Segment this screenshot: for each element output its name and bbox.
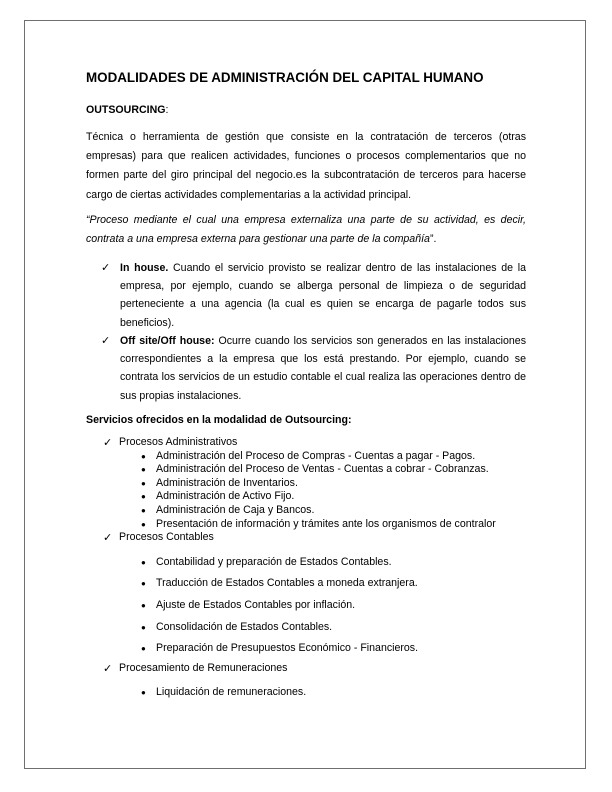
service-items	[119, 682, 526, 704]
service-item-text: Liquidación de remuneraciones.	[156, 686, 307, 699]
service-item-text: Administración de Caja y Bancos.	[156, 503, 315, 516]
service-item-text: Ajuste de Estados Contables por inflación.	[156, 598, 356, 611]
modality-item	[101, 332, 526, 405]
quote-tail: ”.	[429, 232, 437, 245]
service-item	[141, 552, 526, 574]
checkmark-icon: ✓	[103, 532, 113, 545]
modality-item	[101, 259, 526, 332]
service-item-text: Contabilidad y preparación de Estados Contables.	[156, 555, 392, 568]
section-label: OUTSOURCING	[86, 104, 166, 116]
service-group-title: Procesamiento de Remuneraciones	[119, 661, 288, 674]
service-item	[141, 490, 526, 504]
bullet-icon: ●	[141, 505, 146, 515]
modality-text: Cuando el servicio provisto se realizar dentro de las instalaciones de la empresa, por ejemplo, cuando se alberga personal de limpieza o de seguridad perteneciente a una agencia (la cual es quien se encarga de pagarle todos sus beneficios).	[120, 261, 526, 329]
checkmark-icon: ✓	[101, 261, 111, 274]
section-colon: :	[165, 104, 169, 116]
checkmark-icon: ✓	[103, 662, 113, 675]
modality-term: In house.	[120, 261, 169, 274]
service-item	[141, 573, 526, 595]
bullet-icon: ●	[141, 557, 146, 567]
service-item	[141, 617, 526, 639]
service-group-title: Procesos Administrativos	[119, 436, 238, 448]
document-body	[86, 70, 526, 704]
service-item	[141, 638, 526, 660]
bullet-icon: ●	[141, 600, 146, 610]
service-item	[141, 449, 526, 464]
section-heading-outsourcing	[86, 104, 526, 116]
bullet-icon: ●	[141, 579, 146, 589]
service-item-text: Administración de Activo Fijo.	[156, 490, 295, 503]
modality-text: Ocurre cuando los servicios son generados en las instalaciones correspondientes a la empresa que los está prestando. Por ejemplo, cuando se contrata los servicios de un estudio contable el cual realiza las operaciones dentro de sus propias instalaciones.	[120, 334, 526, 402]
services-heading: Servicios ofrecidos en la modalidad de Outsourcing:	[86, 414, 352, 426]
bullet-icon: ●	[141, 688, 146, 698]
service-group	[103, 531, 526, 660]
service-item-text: Administración del Proceso de Ventas - Cuentas a cobrar - Cobranzas.	[156, 463, 489, 476]
intro-paragraph: Técnica o herramienta de gestión que consiste en la contratación de terceros (otras empresas) para que realicen actividades, funciones o procesos complementarios que no formen parte del giro principal del negocio.es la subcontratación de terceros para hacerse cargo de ciertas actividades complementarias a la actividad principal.	[86, 131, 526, 201]
service-item-text: Presentación de información y trámites ante los organismos de contralor	[156, 517, 496, 530]
service-group	[103, 436, 526, 531]
service-item-text: Administración del Proceso de Compras - Cuentas a pagar - Pagos.	[156, 449, 476, 462]
bullet-icon: ●	[141, 492, 146, 502]
service-item-text: Preparación de Presupuestos Económico - Financieros.	[156, 642, 419, 655]
bullet-icon: ●	[141, 644, 146, 654]
service-item	[141, 595, 526, 617]
service-item	[141, 463, 526, 477]
bullet-icon: ●	[141, 451, 146, 461]
service-group	[103, 661, 526, 704]
service-items	[119, 450, 526, 532]
checkmark-icon: ✓	[101, 334, 111, 347]
checkmark-icon: ✓	[103, 437, 113, 449]
service-item	[141, 517, 526, 532]
service-item-text: Consolidación de Estados Contables.	[156, 620, 333, 633]
service-group-title: Procesos Contables	[119, 531, 214, 544]
bullet-icon: ●	[141, 478, 146, 488]
service-item	[141, 503, 526, 518]
services-list	[86, 436, 526, 704]
service-item	[141, 476, 526, 491]
service-item	[141, 682, 526, 704]
document-title: MODALIDADES DE ADMINISTRACIÓN DEL CAPITAL HUMANO	[86, 70, 484, 85]
service-item-text: Traducción de Estados Contables a moneda extranjera.	[156, 577, 418, 590]
bullet-icon: ●	[141, 622, 146, 632]
quote-text: “Proceso mediante el cual una empresa externaliza una parte de su actividad, es decir, contrata a una empresa externa para gestionar una parte de la compañía	[86, 213, 526, 245]
bullet-icon: ●	[141, 465, 146, 475]
bullet-icon: ●	[141, 519, 146, 529]
service-items	[119, 552, 526, 660]
modalities-list	[86, 259, 526, 405]
definition-quote	[86, 211, 526, 249]
service-item-text: Administración de Inventarios.	[156, 476, 298, 489]
modality-term: Off site/Off house:	[120, 334, 215, 347]
